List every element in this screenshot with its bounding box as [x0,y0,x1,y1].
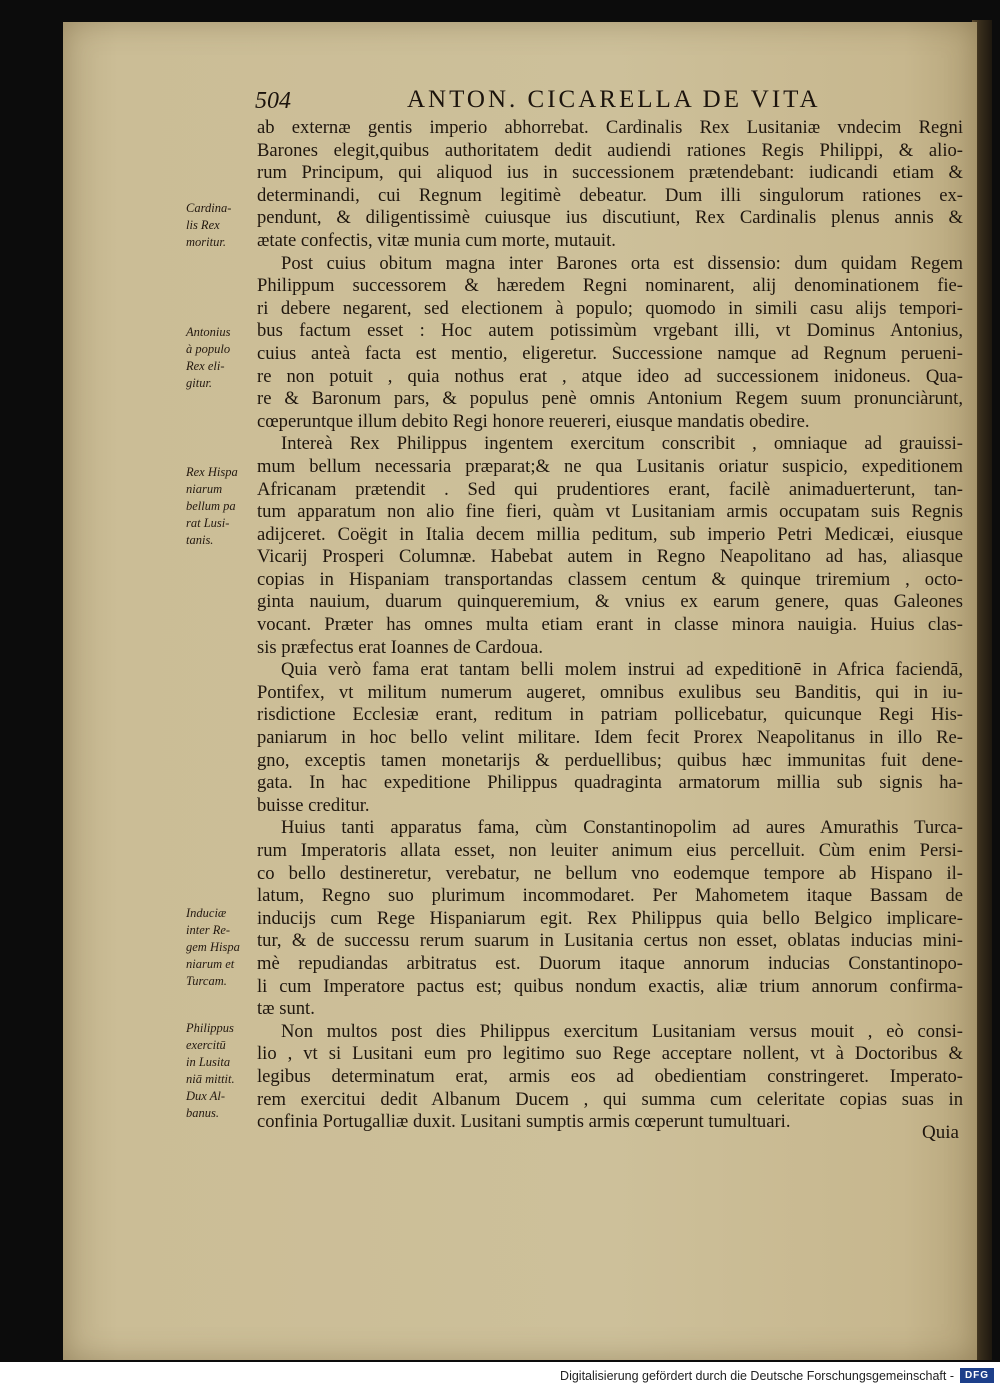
margin-note-line: exercitū [186,1038,226,1052]
digitization-footer [0,1362,1000,1391]
text-line: tur, & de successu rerum suarum in Lusitania certus non esset, oblatas inducias mini- [257,930,963,952]
margin-note-line: banus. [186,1106,219,1120]
text-line: cœperuntque illum debito Regi honore reuereri, eiusque mandatis obedire. [257,410,810,432]
margin-note-line: niarum [186,482,223,496]
text-line: Non multos post dies Philippus exercitum Lusitaniam versus mouit , eò consi- [281,1020,963,1042]
margin-note-line: niarum et [186,957,235,971]
text-line: mè repudiandas arbitratus est. Duorum itaque annorum inducias Constantinopo- [257,952,963,974]
text-line: Quia verò fama erat tantam belli molem instrui ad expeditionē in Africa faciendā, [281,659,963,681]
text-line: Intereà Rex Philippus ingentem exercitum conscribit , omniaque ad grauissi- [281,433,963,455]
text-line: ab externæ gentis imperio abhorrebat. Cardinalis Rex Lusitaniæ vndecim Regni [257,117,963,138]
text-line: determinandi, cui Regnum legitimè debeatur. Dum illi singulorum rationes ex- [257,184,963,206]
text-line: re & Baronum pars, & populus penè omnis Antonium Regem suum pronunciàrunt, [257,388,963,410]
text-line: ri debere negarent, sed electionem à populo; quomodo in simili casu alijs tempori- [257,297,963,319]
text-line: lio , vt si Lusitani eum pro legitimo suo Rege acceptare nollent, vt à Doctoribus & [257,1043,963,1065]
margin-note-antonius [186,324,258,392]
body-text [257,117,963,1134]
text-line: buisse creditur. [257,794,370,816]
margin-note-line: inter Re- [186,923,231,937]
page-number: 504 [255,88,291,114]
text-line: ætate confectis, vitæ munia cum morte, mutauit. [257,229,616,251]
text-line: Huius tanti apparatus fama, cùm Constantinopolim ad aures Amurathis Turca- [281,817,963,839]
text-line: rem exercitui dedit Albanum Ducem , qui summa cum celeritate copias suas in [257,1088,963,1110]
margin-note-line: gitur. [186,376,213,390]
margin-note-line: gem Hispa [186,940,240,954]
margin-note-line: à populo [186,342,231,356]
text-line: adijceret. Coëgit in Italia decem millia peditum, sub imperio Petri Medicæi, eiusque [257,523,963,545]
text-line: gata. In hac expeditione Philippus quadraginta armatorum millia sub signis ha- [257,772,963,794]
text-line: latum, Regno suo plurimum incommodaret. Per Mahometem itaque Bassam de [257,885,963,907]
text-line: Post cuius obitum magna inter Barones orta est dissensio: dum quidam Regem [281,252,963,274]
text-line: Vicarij Prosperi Columnæ. Habebat autem in Regno Neapolitano ad has, aliasque [257,546,963,568]
margin-note-line: Cardina- [186,201,232,215]
margin-note-line: in Lusita [186,1055,231,1069]
text-line: rum Imperatoris allata esset, non leuiter animum eius percelluit. Cùm enim Persi- [257,840,963,861]
text-line: sis præfectus erat Ioannes de Cardoua. [257,636,544,658]
text-line: bus factum esset : Hoc autem potissimùm vrgebant illi, vt Dominus Antonius, [257,320,963,342]
margin-note-army [186,1020,258,1122]
text-line: mum bellum necessaria præparat;& ne qua Lusitanis oriatur suspicio, expeditionem [257,455,963,477]
margin-note-cardinal [186,200,258,251]
margin-note-line: moritur. [186,235,226,249]
margin-note-line: Rex Hispa [186,465,238,479]
text-line: tum apparatum non alio fine fieri, quàm vt Lusitaniam armis occupatam suis Regnis [257,501,963,523]
text-line: tæ sunt. [257,998,315,1020]
text-line: risdictione Ecclesiæ erant, reditum in patriam pollicebatur, quicunque Regi His- [257,704,963,726]
text-line: Africanam prætendit . Sed qui prudentiores erant, facilè animaduerterunt, tan- [257,478,963,500]
text-line: confinia Portugalliæ duxit. Lusitani sumptis armis cœperunt tumultuari. [257,1111,791,1133]
catchword: Quia [922,1122,959,1143]
margin-note-line: niā mittit. [186,1072,235,1086]
paragraph [257,659,963,817]
margin-note-line: Dux Al- [186,1089,225,1103]
paragraph [257,253,963,434]
text-line: copias in Hispaniam transportandas classem centum & quinque triremium , octo- [257,568,963,590]
margin-note-truce [186,905,258,990]
text-line: Pontifex, vt militum numerum augeret, omnibus exulibus seu Banditis, qui in iu- [257,681,963,703]
paragraph [257,117,963,253]
text-line: pendunt, & diligentissimè cuiusque ius discutiunt, Rex Cardinalis plenus annis & [257,207,963,229]
margin-note-line: Rex eli- [186,359,225,373]
paragraph [257,1021,963,1134]
text-line: li cum Imperatore pactus est; quibus nondum exactis, aliæ trium annorum confirma- [257,975,963,997]
text-line: paniarum in hoc bello velint militare. Idem fecit Prorex Neapolitanus in illo Re- [257,727,963,749]
text-line: Barones elegit,quibus authoritatem dedit audiendi rationes Regis Philippi, & alio- [257,139,963,161]
paragraph [257,433,963,659]
footer-credit: Digitalisierung gefördert durch die Deutsche Forschungsgemeinschaft - [560,1369,954,1383]
text-line: co bello destineretur, verebatur, ne bellum vno eodemque tempore ab Hispano il- [257,862,963,884]
margin-note-line: lis Rex [186,218,220,232]
text-line: rum Principum, qui aliquod ius in successionem prætendebant: iudicandi etiam & [257,162,963,184]
margin-note-line: tanis. [186,533,214,547]
margin-note-line: rat Lusi- [186,516,230,530]
margin-note-line: bellum pa [186,499,236,513]
text-line: gno, exceptis tamen monetarijs & perduellibus; quibus hæc immunitas fuit dene- [257,749,963,771]
page-header [255,86,975,116]
margin-note-line: Induciæ [186,906,227,920]
text-line: legibus determinatum erat, armis eos ad obedientiam constringeret. Imperato- [257,1065,963,1087]
margin-note-line: Philippus [186,1021,234,1035]
text-line: Philippum successorem & hæredem Regni nominarent, alij denominationem fie- [257,275,963,297]
margin-note-line: Turcam. [186,974,227,988]
text-line: vocant. Præter has omnes multa etiam erant in classe minora nauigia. Huius clas- [257,614,963,636]
dfg-logo: DFG [960,1368,994,1383]
paragraph [257,817,963,1020]
text-line: inducijs cum Rege Hispaniarum egit. Rex Philippus quia bello Belgico implicare- [257,907,963,929]
margin-note-line: Antonius [186,325,231,339]
text-line: re non potuit , quia nothus erat , atque ideo ad successionem inidoneus. Qua- [257,365,963,387]
margin-note-philippus-war [186,464,258,549]
text-line: cuius anteà facta est mentio, eligeretur. Successione namque ad Regnum perueni- [257,342,963,364]
text-line: ginta nauium, duarum quinqueremium, & vnius ex earum genere, quas Galeones [257,591,963,613]
running-title: ANTON. CICARELLA DE VITA [407,86,821,113]
